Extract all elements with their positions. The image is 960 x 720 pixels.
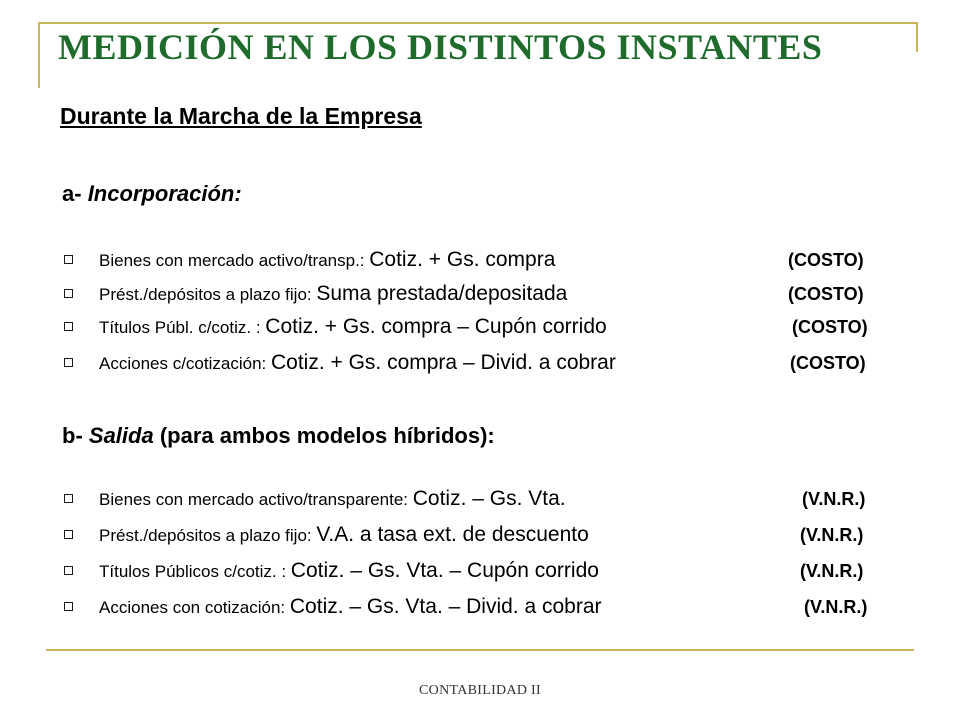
item-criterion: (COSTO) bbox=[792, 317, 868, 337]
item-criterion: (V.N.R.) bbox=[804, 597, 868, 617]
item-criterion: (V.N.R.) bbox=[800, 525, 864, 545]
square-bullet-icon bbox=[64, 322, 73, 331]
item-label: Bienes con mercado activo/transparente: bbox=[99, 490, 413, 509]
item-text bbox=[99, 556, 599, 588]
item-formula: V.A. a tasa ext. de descuento bbox=[316, 523, 589, 546]
list-item bbox=[62, 348, 902, 380]
item-text bbox=[99, 520, 589, 552]
square-bullet-icon bbox=[64, 494, 73, 503]
item-text bbox=[99, 279, 567, 311]
item-label: Prést./depósitos a plazo fijo: bbox=[99, 285, 317, 304]
frame-right-rule bbox=[916, 22, 918, 52]
slide-title: MEDICIÓN EN LOS DISTINTOS INSTANTES bbox=[58, 27, 823, 67]
item-criterion: (V.N.R.) bbox=[800, 561, 864, 581]
item-formula: Suma prestada/depositada bbox=[316, 282, 568, 305]
item-text bbox=[99, 312, 607, 344]
item-label: Títulos Públ. c/cotiz. : bbox=[99, 318, 266, 337]
frame-top-rule bbox=[38, 22, 918, 24]
section-b-note: (para ambos modelos híbridos): bbox=[153, 423, 495, 448]
slide-subtitle: Durante la Marcha de la Empresa bbox=[60, 103, 422, 129]
list-item bbox=[62, 312, 902, 344]
item-criterion: (COSTO) bbox=[790, 353, 866, 373]
square-bullet-icon bbox=[64, 255, 73, 264]
item-formula: Cotiz. – Gs. Vta. – Cupón corrido bbox=[290, 559, 599, 582]
footer-rule bbox=[46, 649, 914, 651]
item-criterion: (V.N.R.) bbox=[802, 489, 866, 509]
section-b-prefix: b- bbox=[62, 423, 89, 448]
item-label: Títulos Públicos c/cotiz. : bbox=[99, 562, 291, 581]
square-bullet-icon bbox=[64, 358, 73, 367]
list-item bbox=[62, 592, 902, 624]
item-formula: Cotiz. – Gs. Vta. bbox=[412, 487, 566, 510]
section-a-title: Incorporación: bbox=[87, 181, 242, 206]
item-text bbox=[99, 245, 555, 277]
list-item bbox=[62, 520, 902, 552]
list-item bbox=[62, 484, 902, 516]
item-text bbox=[99, 484, 566, 516]
square-bullet-icon bbox=[64, 602, 73, 611]
item-label: Acciones con cotización: bbox=[99, 598, 290, 617]
list-item bbox=[62, 556, 902, 588]
item-label: Acciones c/cotización: bbox=[99, 354, 271, 373]
list-item bbox=[62, 279, 902, 311]
slide-footer: CONTABILIDAD II bbox=[419, 683, 541, 698]
item-formula: Cotiz. + Gs. compra – Cupón corrido bbox=[265, 315, 607, 338]
item-criterion: (COSTO) bbox=[788, 284, 864, 304]
item-text bbox=[99, 348, 616, 380]
section-b-title: Salida bbox=[88, 423, 154, 448]
item-label: Prést./depósitos a plazo fijo: bbox=[99, 526, 317, 545]
section-b-heading bbox=[62, 423, 495, 449]
item-formula: Cotiz. + Gs. compra bbox=[369, 248, 556, 271]
item-formula: Cotiz. + Gs. compra – Divid. a cobrar bbox=[270, 351, 616, 374]
square-bullet-icon bbox=[64, 566, 73, 575]
section-a-prefix: a- bbox=[62, 181, 88, 206]
list-item bbox=[62, 245, 902, 277]
item-formula: Cotiz. – Gs. Vta. – Divid. a cobrar bbox=[289, 595, 602, 618]
frame-left-rule bbox=[38, 22, 40, 88]
item-criterion: (COSTO) bbox=[788, 250, 864, 270]
section-a-heading bbox=[62, 181, 242, 207]
item-text bbox=[99, 592, 602, 624]
item-label: Bienes con mercado activo/transp.: bbox=[99, 251, 370, 270]
square-bullet-icon bbox=[64, 289, 73, 298]
square-bullet-icon bbox=[64, 530, 73, 539]
